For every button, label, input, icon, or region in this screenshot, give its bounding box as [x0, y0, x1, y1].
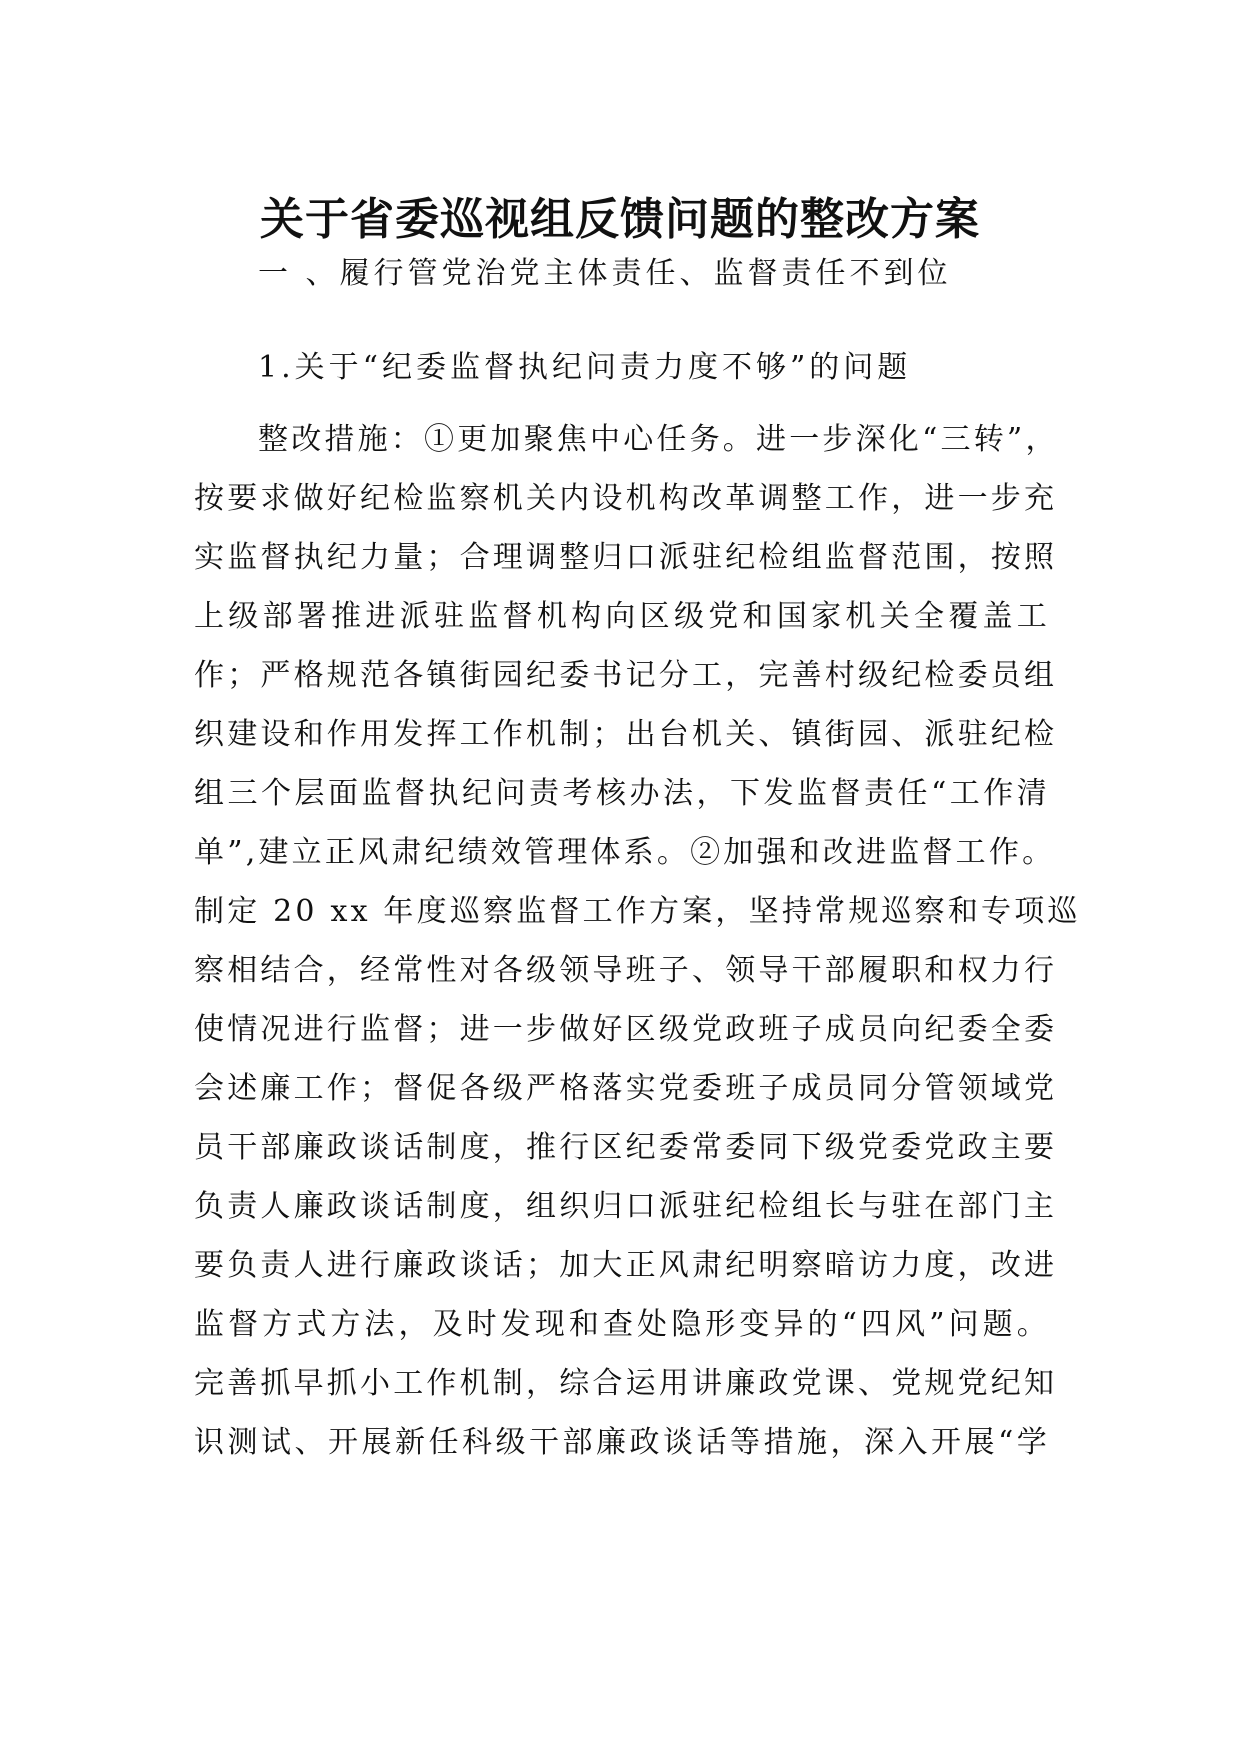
- body-line: 制定 20 xx 年度巡察监督工作方案，坚持常规巡察和专项巡: [194, 894, 1081, 929]
- body-line: 整改措施：①更加聚焦中心任务。进一步深化“三转”，: [258, 422, 1059, 457]
- body-line: 要负责人进行廉政谈话；加大正风肃纪明察暗访力度，改进: [194, 1248, 1058, 1283]
- body-line: 负责人廉政谈话制度，组织归口派驻纪检组长与驻在部门主: [194, 1189, 1058, 1224]
- body-line: 组三个层面监督执纪问责考核办法，下发监督责任“工作清: [194, 776, 1050, 811]
- section-heading: 一 、履行管党治党主体责任、监督责任不到位: [258, 256, 952, 291]
- body-line: 察相结合，经常性对各级领导班子、领导干部履职和权力行: [194, 953, 1058, 988]
- body-line: 织建设和作用发挥工作机制；出台机关、镇街园、派驻纪检: [194, 717, 1058, 752]
- body-line: 单”,建立正风肃纪绩效管理体系。②加强和改进监督工作。: [194, 835, 1056, 870]
- body-line: 监督方式方法，及时发现和查处隐形变异的“四风”问题。: [194, 1307, 1050, 1342]
- body-line: 上级部署推进派驻监督机构向区级党和国家机关全覆盖工: [194, 599, 1050, 634]
- body-line: 使情况进行监督；进一步做好区级党政班子成员向纪委全委: [194, 1012, 1058, 1047]
- body-line: 实监督执纪力量；合理调整归口派驻纪检组监督范围，按照: [194, 540, 1058, 575]
- subsection-heading: 1.关于“纪委监督执纪问责力度不够”的问题: [258, 350, 912, 385]
- body-line: 识测试、开展新任科级干部廉政谈话等措施，深入开展“学: [194, 1425, 1050, 1460]
- body-line: 按要求做好纪检监察机关内设机构改革调整工作，进一步充: [194, 481, 1058, 516]
- body-line: 完善抓早抓小工作机制，综合运用讲廉政党课、党规党纪知: [194, 1366, 1058, 1401]
- body-line: 会述廉工作；督促各级严格落实党委班子成员同分管领域党: [194, 1071, 1058, 1106]
- body-paragraph: [194, 410, 1081, 1472]
- body-line: 员干部廉政谈话制度，推行区纪委常委同下级党委党政主要: [194, 1130, 1058, 1165]
- document-title: 关于省委巡视组反馈问题的整改方案: [260, 194, 980, 245]
- body-line: 作；严格规范各镇街园纪委书记分工，完善村级纪检委员组: [194, 658, 1058, 693]
